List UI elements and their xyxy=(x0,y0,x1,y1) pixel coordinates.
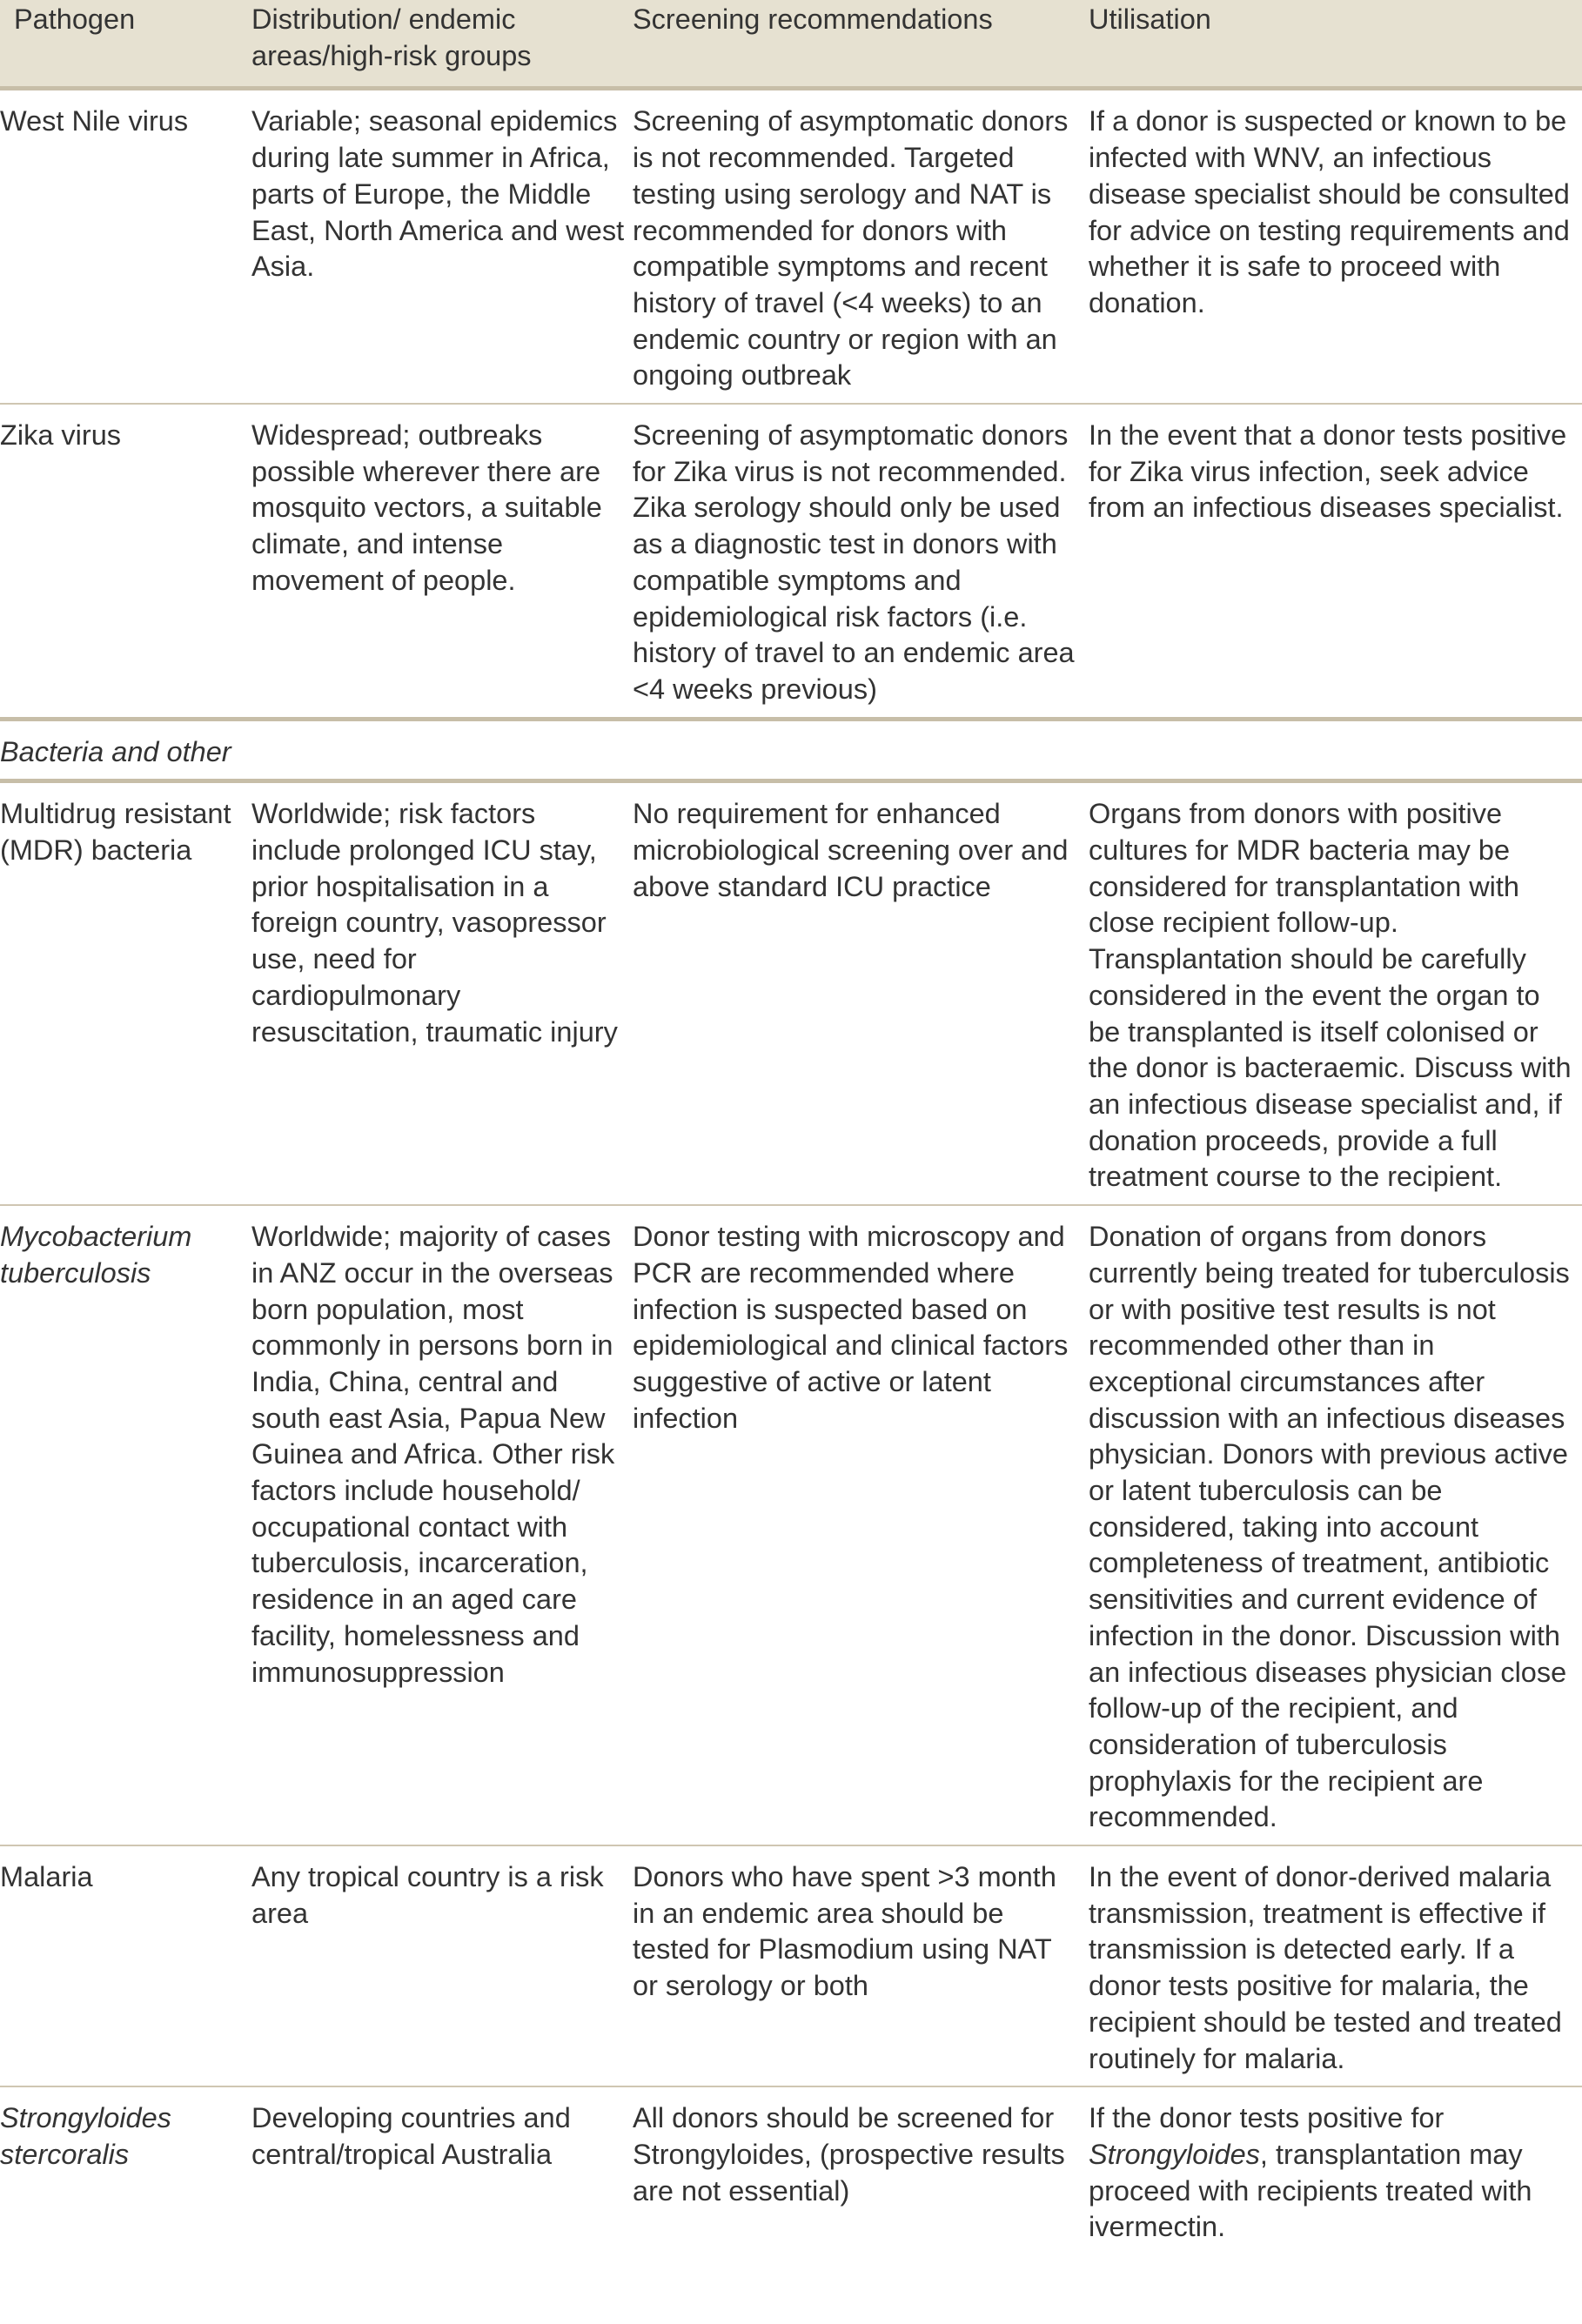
cell-distribution: Worldwide; majority of cases in ANZ occur in the overseas born population, most commonly in persons born in India, China, central and south east Asia, Papua New Guinea and Africa. Other risk factors include household/ occupational contact with tuberculosis, incarceration, residence in an aged care facility, homelessness and immunosuppression xyxy=(251,1205,633,1845)
table-row xyxy=(0,781,1582,1205)
table-row xyxy=(0,1205,1582,1845)
cell-screening: Donor testing with microscopy and PCR are recommended where infection is suspected based on epidemiological and clinical factors suggestive of active or latent infection xyxy=(633,1205,1089,1845)
section-label: Bacteria and other xyxy=(0,719,1582,781)
cell-utilisation: In the event of donor-derived malaria transmission, treatment is effective if transmission is detected early. If a donor tests positive for malaria, the recipient should be tested and treated routinely for malaria. xyxy=(1089,1845,1582,2086)
table-row xyxy=(0,1845,1582,2086)
cell-pathogen: Multidrug resistant (MDR) bacteria xyxy=(0,781,251,1205)
utilisation-text-pre: If the donor tests positive for xyxy=(1089,2102,1445,2134)
table-row xyxy=(0,404,1582,719)
section-row xyxy=(0,719,1582,781)
header-utilisation: Utilisation xyxy=(1089,0,1582,89)
cell-pathogen: Zika virus xyxy=(0,404,251,719)
table-row xyxy=(0,2086,1582,2254)
table-row xyxy=(0,89,1582,404)
cell-pathogen: Malaria xyxy=(0,1845,251,2086)
cell-distribution: Worldwide; risk factors include prolonged ICU stay, prior hospitalisation in a foreign country, vasopressor use, need for cardiopulmonary resuscitation, traumatic injury xyxy=(251,781,633,1205)
table-header xyxy=(0,0,1582,89)
cell-screening: Screening of asymptomatic donors is not recommended. Targeted testing using serology and NAT is recommended for donors with compatible symptoms and recent history of travel (<4 weeks) to an endemic country or region with an ongoing outbreak xyxy=(633,89,1089,404)
cell-utilisation: Organs from donors with positive cultures for MDR bacteria may be considered for transplantation with close recipient follow-up. Transplantation should be carefully considered in the event the organ to be transplanted is itself colonised or the donor is bacteraemic. Discuss with an infectious disease specialist and, if donation proceeds, provide a full treatment course to the recipient. xyxy=(1089,781,1582,1205)
cell-screening: Screening of asymptomatic donors for Zika virus is not recommended. Zika serology should only be used as a diagnostic test in donors with compatible symptoms and epidemiological risk factors (i.e. history of travel to an endemic area <4 weeks previous) xyxy=(633,404,1089,719)
utilisation-text-post: , transplantation may proceed with recipients treated with ivermectin. xyxy=(1089,2138,1532,2243)
cell-distribution: Any tropical country is a risk area xyxy=(251,1845,633,2086)
header-screening: Screening recommendations xyxy=(633,0,1089,89)
cell-utilisation xyxy=(1089,2086,1582,2254)
cell-distribution: Widespread; outbreaks possible wherever there are mosquito vectors, a suitable climate, and intense movement of people. xyxy=(251,404,633,719)
cell-utilisation: If a donor is suspected or known to be infected with WNV, an infectious disease specialist should be consulted for advice on testing requirements and whether it is safe to proceed with donation. xyxy=(1089,89,1582,404)
table-body xyxy=(0,89,1582,2254)
cell-utilisation: Donation of organs from donors currently being treated for tuberculosis or with positive test results is not recommended other than in exceptional circumstances after discussion with an infectious diseases physician. Donors with previous active or latent tuberculosis can be considered, taking into account completeness of treatment, antibiotic sensitivities and current evidence of infection in the donor. Discussion with an infectious diseases physician close follow-up of the recipient, and consideration of tuberculosis prophylaxis for the recipient are recommended. xyxy=(1089,1205,1582,1845)
cell-screening: All donors should be screened for Strongyloides, (prospective results are not essential) xyxy=(633,2102,1065,2207)
cell-pathogen: Strongyloides stercoralis xyxy=(0,2102,171,2170)
cell-screening: No requirement for enhanced microbiological screening over and above standard ICU practice xyxy=(633,781,1089,1205)
header-row xyxy=(0,0,1582,89)
cell-pathogen: West Nile virus xyxy=(0,89,251,404)
header-pathogen: Pathogen xyxy=(0,0,251,89)
cell-distribution: Developing countries and central/tropical Australia xyxy=(251,2102,571,2170)
cell-utilisation: In the event that a donor tests positive for Zika virus infection, seek advice from an infectious diseases specialist. xyxy=(1089,404,1582,719)
utilisation-text-italic: Strongyloides xyxy=(1089,2138,1260,2170)
cell-pathogen: Mycobacterium tuberculosis xyxy=(0,1205,251,1845)
header-distribution: Distribution/ endemic areas/high-risk groups xyxy=(251,0,633,89)
cell-screening: Donors who have spent >3 month in an endemic area should be tested for Plasmodium using NAT or serology or both xyxy=(633,1845,1089,2086)
cell-distribution: Variable; seasonal epidemics during late summer in Africa, parts of Europe, the Middle East, North America and west Asia. xyxy=(251,89,633,404)
